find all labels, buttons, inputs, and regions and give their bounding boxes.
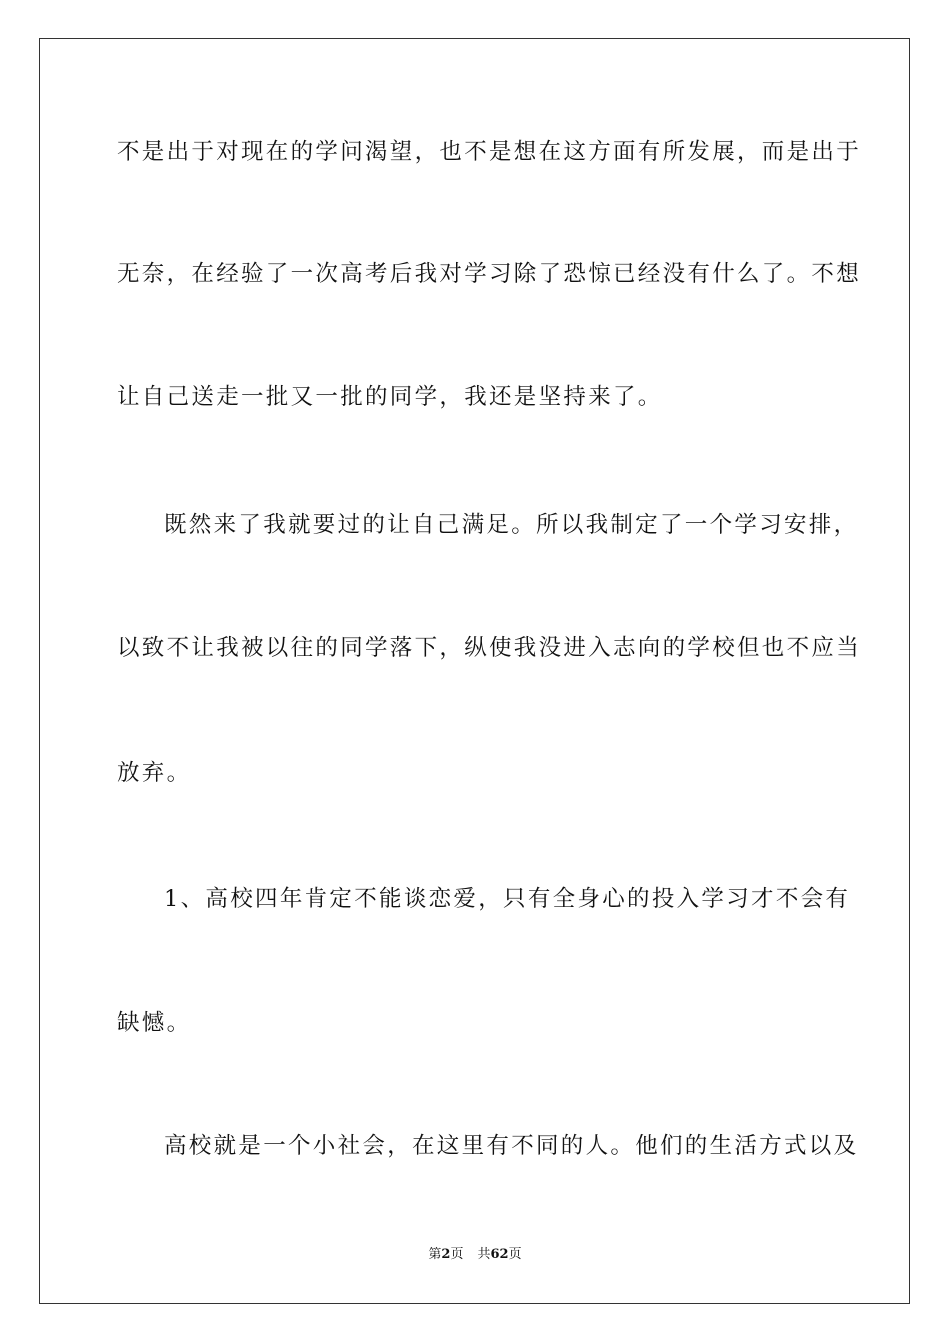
text-line: 让自己送走一批又一批的同学，我还是坚持来了。 [117,384,663,410]
page-border [39,38,910,1304]
page-prefix: 第 [428,1247,442,1262]
text-line: 缺憾。 [117,1010,192,1036]
text-line: 以致不让我被以往的同学落下，纵使我没进入志向的学校但也不应当 [117,635,862,661]
total-prefix: 共 [477,1247,491,1262]
text-line: 无奈，在经验了一次高考后我对学习除了恐惊已经没有什么了。不想 [117,261,862,287]
total-suffix: 页 [508,1247,522,1262]
text-line: 高校就是一个小社会，在这里有不同的人。他们的生活方式以及 [164,1133,859,1159]
text-line: 1、高校四年肯定不能谈恋爱，只有全身心的投入学习才不会有 [164,886,851,912]
text-line: 放弃。 [117,760,192,786]
page-footer [0,1245,950,1265]
page-current: 2 [441,1247,451,1262]
page-total: 62 [490,1247,509,1262]
text-line: 既然来了我就要过的让自己满足。所以我制定了一个学习安排， [164,512,859,538]
page-suffix: 页 [450,1247,464,1262]
text-line: 不是出于对现在的学问渴望，也不是想在这方面有所发展，而是出于 [117,139,862,165]
